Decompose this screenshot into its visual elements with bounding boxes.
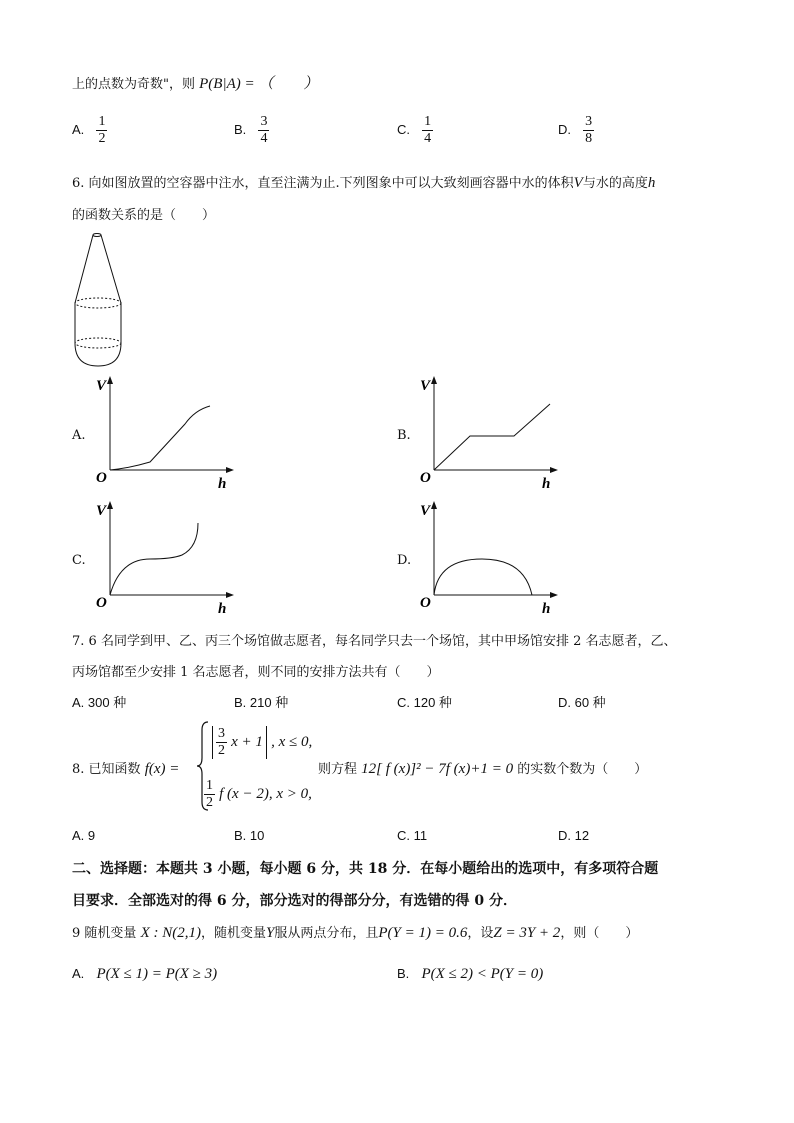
graph-b-label: B. <box>397 428 411 443</box>
section2-line2: 目要求．全部选对的得 6 分，部分选对的得部分分，有选错的得 0 分． <box>72 893 517 909</box>
q9-p-eq: P(Y = 1) = 0.6 <box>378 925 468 941</box>
graph-b <box>414 372 564 492</box>
graph-c-curve <box>110 523 198 595</box>
q9-stem: 9 随机变量 X : N(2,1)，随机变量Y服从两点分布，且P(Y = 1) = 0.6，设Z = 3Y + 2，则（ ） <box>72 925 639 941</box>
q8-case2: $\frac{1}{2}$ f (x − 2), x > 0, <box>206 778 312 810</box>
q9-x-dist: X : N(2,1) <box>140 925 201 941</box>
graph-d-y-label: V <box>420 503 431 519</box>
q8-fx: f(x) = <box>144 761 180 777</box>
graph-a-label: A. <box>72 428 86 443</box>
q8-equation: 12[ f (x)]² − 7f (x)+1 = 0 <box>361 761 514 777</box>
q6-stem-line1: 6. 向如图放置的空容器中注水，直至注满为止.下列图象中可以大致刻画容器中水的体积V与水的高度h <box>72 175 656 191</box>
graph-c-origin: O <box>96 595 107 611</box>
q9-option-a: A. P(X ≤ 1) = P(X ≥ 3) <box>72 966 218 982</box>
graph-d-curve <box>434 559 532 595</box>
q5-stem: 上的点数为奇数"，则 P(B|A) = （ ） <box>72 76 319 92</box>
graph-b-x-label: h <box>542 476 551 492</box>
graph-c-x-label: h <box>218 601 227 617</box>
container-figure <box>70 228 130 370</box>
q7-stem-line1: 7. 6 名同学到甲、乙、丙三个场馆做志愿者，每名同学只去一个场馆，其中甲场馆安排 2 名志愿者，乙、 <box>72 634 677 649</box>
q8-case1: $\frac{3}{2}$ x + 1 , x ≤ 0, <box>212 726 312 759</box>
graph-a-y-label: V <box>96 378 107 394</box>
q5-option-d: D. $\frac{3}{8}$ <box>558 114 593 146</box>
q7-option-b: B. 210 种 <box>234 695 289 710</box>
q5-option-a: A. $\frac{1}{2}$ <box>72 114 106 146</box>
q7-option-d: D. 60 种 <box>558 695 606 710</box>
graph-c <box>90 497 240 617</box>
q8-prefix: 8. 已知函数 f(x) = <box>72 761 180 777</box>
q9-option-b: B. P(X ≤ 2) < P(Y = 0) <box>397 966 544 982</box>
q6-stem-line2: 的函数关系的是（ ） <box>72 208 216 223</box>
q7-stem-line2: 丙场馆都至少安排 1 名志愿者，则不同的安排方法共有（ ） <box>72 665 440 680</box>
graph-b-y-label: V <box>420 378 431 394</box>
q8-option-d: D. 12 <box>558 828 590 843</box>
q5-prob-expr: P(B|A) = （ ） <box>199 76 319 92</box>
graph-b-curve <box>434 404 550 470</box>
graph-d <box>414 497 564 617</box>
q8-equation-line: 则方程 12[ f (x)]² − 7f (x)+1 = 0 的实数个数为（ ） <box>318 761 648 777</box>
graph-a-curve <box>110 406 210 470</box>
graph-a <box>90 372 240 492</box>
q8-option-a: A. 9 <box>72 828 96 843</box>
graph-a-origin: O <box>96 470 107 486</box>
q8-option-c: C. 11 <box>397 828 428 843</box>
q7-option-a: A. 300 种 <box>72 695 127 710</box>
graph-b-origin: O <box>420 470 431 486</box>
graph-d-origin: O <box>420 595 431 611</box>
section2-line1: 二、选择题：本题共 3 小题，每小题 6 分，共 18 分．在每小题给出的选项中，有多项符合题 <box>72 861 659 877</box>
graph-c-y-label: V <box>96 503 107 519</box>
graph-d-label: D. <box>397 553 412 568</box>
q9-z-def: Z = 3Y + 2 <box>493 925 561 941</box>
q7-option-c: C. 120 种 <box>397 695 452 710</box>
q5-option-b: B. $\frac{3}{4}$ <box>234 114 268 146</box>
q5-option-c: C. $\frac{1}{4}$ <box>397 114 432 146</box>
q8-option-b: B. 10 <box>234 828 265 843</box>
graph-c-label: C. <box>72 553 86 568</box>
graph-d-x-label: h <box>542 601 551 617</box>
graph-a-x-label: h <box>218 476 227 492</box>
